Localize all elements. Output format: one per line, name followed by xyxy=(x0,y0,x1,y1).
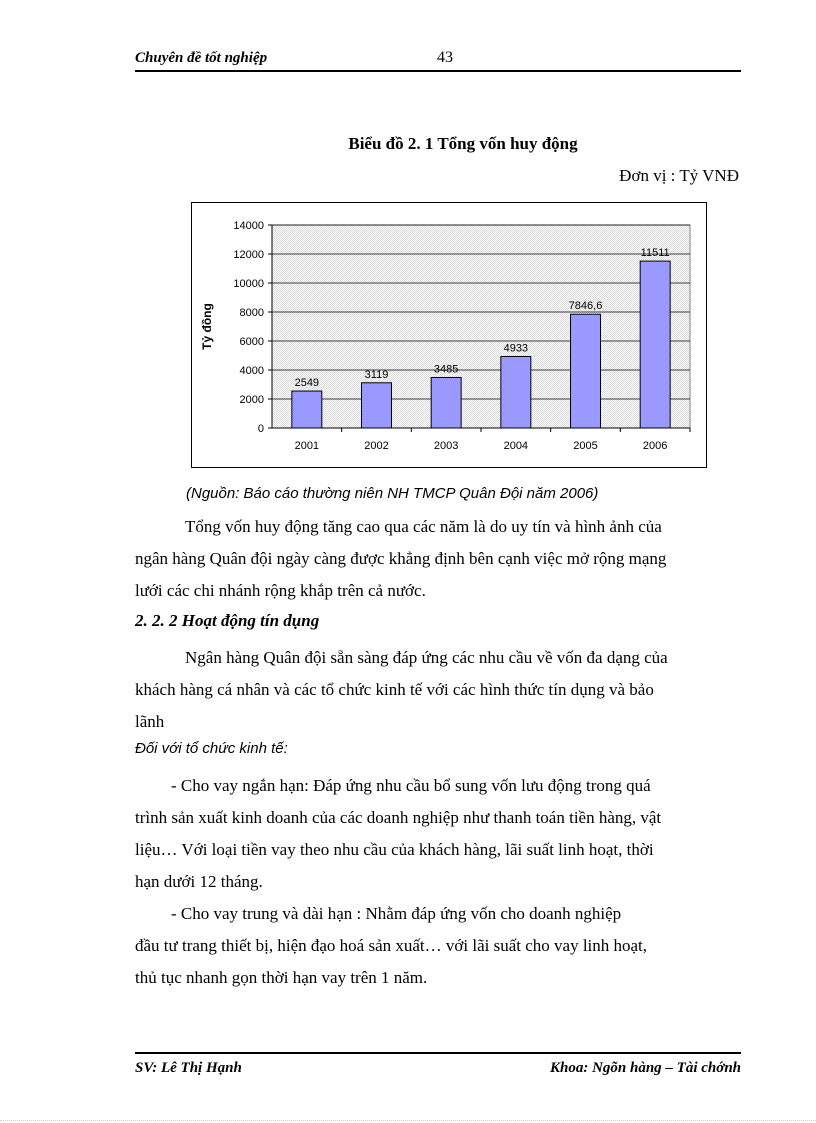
data-label: 7846,6 xyxy=(568,300,603,313)
chart-source: (Nguồn: Báo cáo thường niên NH TMCP Quân Đội năm 2006) xyxy=(186,485,599,502)
y-tick-label: 10000 xyxy=(233,278,264,290)
y-axis-label: Tỷ đồng xyxy=(200,303,214,350)
page-edge-divider xyxy=(0,1120,816,1121)
bar xyxy=(501,356,531,428)
y-tick-label: 4000 xyxy=(239,365,264,377)
text-line: lãnh xyxy=(135,712,165,731)
x-tick-label: 2003 xyxy=(433,440,459,452)
data-label: 2549 xyxy=(294,377,320,390)
x-tick-label: 2001 xyxy=(294,440,320,452)
text-line: - Cho vay trung và dài hạn : Nhằm đáp ứng vốn cho doanh nghiệp xyxy=(171,904,622,923)
bar xyxy=(571,314,601,428)
chart-frame xyxy=(191,202,707,468)
footer-author: SV: Lê Thị Hạnh xyxy=(135,1060,242,1076)
text-line: thủ tục nhanh gọn thời hạn vay trên 1 năm. xyxy=(135,968,428,987)
chart-caption: Biểu đồ 2. 1 Tổng vốn huy động xyxy=(348,134,578,153)
data-label: 4933 xyxy=(503,342,529,355)
page-footer xyxy=(135,1052,741,1076)
text-line: liệu… Với loại tiền vay theo nhu cầu của khách hàng, lãi suất linh hoạt, thời xyxy=(135,840,654,859)
bar xyxy=(431,377,461,428)
x-tick-label: 2006 xyxy=(642,440,668,452)
subheading-italic: Đối với tổ chức kinh tế: xyxy=(135,740,288,757)
header-title: Chuyên đề tốt nghiệp xyxy=(135,50,268,66)
y-tick-label: 2000 xyxy=(239,394,264,406)
paragraph-3 xyxy=(135,770,741,898)
page-number: 43 xyxy=(437,49,453,66)
text-line: Ngân hàng Quân đội sẵn sàng đáp ứng các nhu cầu về vốn đa dạng của xyxy=(185,648,668,667)
y-tick-label: 8000 xyxy=(239,307,264,319)
text-line: ngân hàng Quân đội ngày càng được khẳng định bên cạnh việc mở rộng mạng xyxy=(135,549,667,568)
text-line: khách hàng cá nhân và các tổ chức kinh tế với các hình thức tín dụng và bảo xyxy=(135,680,654,699)
bar xyxy=(362,383,392,428)
page-header xyxy=(135,50,741,72)
text-line: lưới các chi nhánh rộng khắp trên cả nước. xyxy=(135,581,426,600)
plot-area xyxy=(272,225,690,428)
paragraph-2 xyxy=(135,642,741,738)
text-line: hạn dưới 12 tháng. xyxy=(135,872,263,891)
x-tick-label: 2002 xyxy=(364,440,389,452)
paragraph-4 xyxy=(135,898,741,994)
text-line: đầu tư trang thiết bị, hiện đạo hoá sản xuất… với lãi suất cho vay linh hoạt, xyxy=(135,936,648,955)
data-label: 3485 xyxy=(433,363,459,376)
section-heading: 2. 2. 2 Hoạt động tín dụng xyxy=(135,611,320,630)
x-tick-label: 2004 xyxy=(503,440,529,452)
y-tick-label: 14000 xyxy=(233,220,264,232)
footer-faculty: Khoa: Ngõn hàng – Tài chớnh xyxy=(549,1060,741,1076)
y-tick-label: 6000 xyxy=(239,336,264,348)
x-tick-label: 2005 xyxy=(573,440,598,452)
y-tick-label: 0 xyxy=(257,423,264,435)
bar xyxy=(292,391,322,428)
data-label: 3119 xyxy=(364,368,389,381)
text-line: trình sản xuất kinh doanh của các doanh nghiệp như thanh toán tiền hàng, vật xyxy=(135,808,662,827)
bar xyxy=(640,261,670,428)
text-line: - Cho vay ngắn hạn: Đáp ứng nhu cầu bổ sung vốn lưu động trong quá xyxy=(171,776,651,795)
paragraph-1 xyxy=(135,511,741,607)
chart-unit: Đơn vị : Tỷ VNĐ xyxy=(619,166,739,185)
text-line: Tổng vốn huy động tăng cao qua các năm là do uy tín và hình ảnh của xyxy=(185,517,662,536)
data-label: 11511 xyxy=(640,247,670,260)
y-tick-label: 12000 xyxy=(233,249,264,261)
bar-chart xyxy=(192,203,706,467)
